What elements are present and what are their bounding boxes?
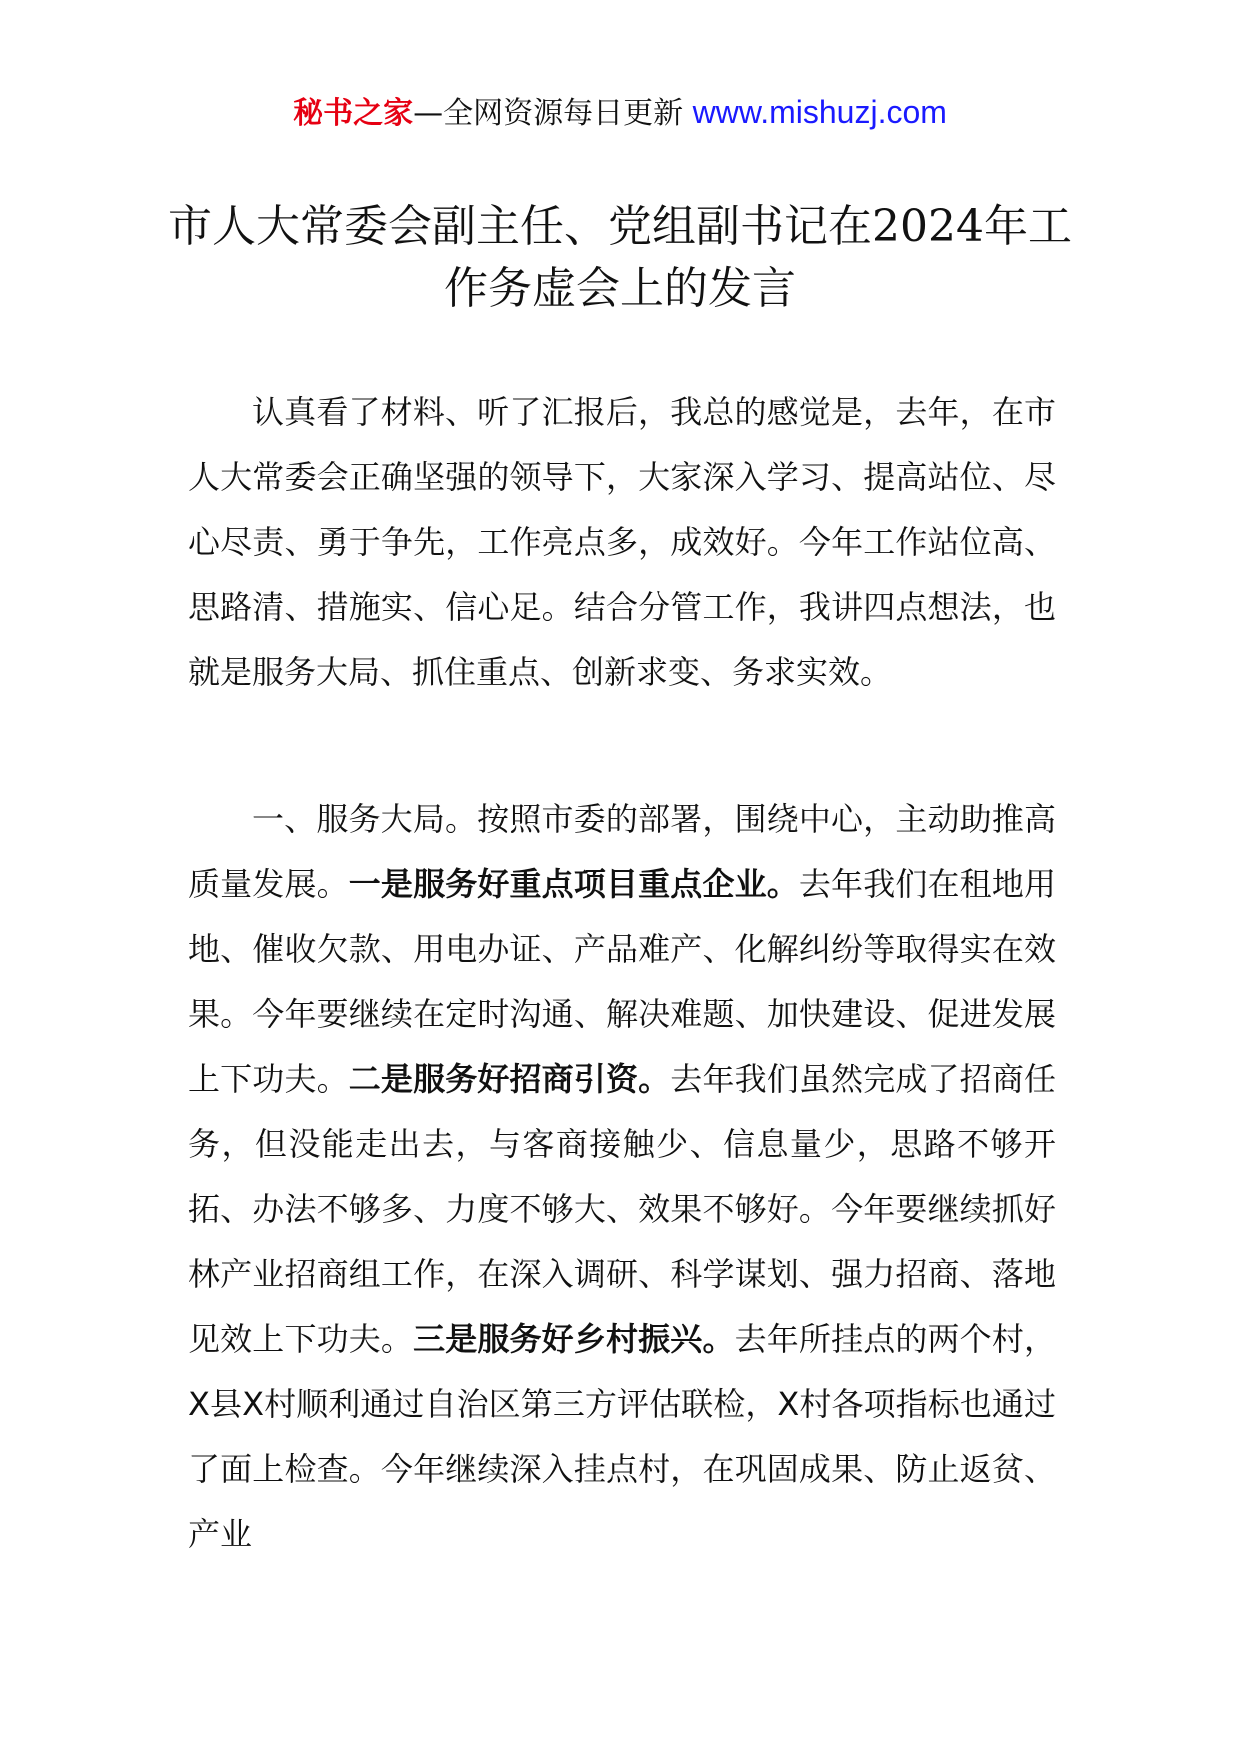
site-brand: 秘书之家 <box>293 96 414 131</box>
paragraph-2 <box>188 787 1056 1567</box>
p2-heading-1: 一是服务好重点项目重点企业。 <box>348 865 799 903</box>
site-slogan: —全网资源每日更新 <box>413 96 684 131</box>
title-part-1: 市人大常委会副主任、党组副书记在 <box>168 201 872 252</box>
title-year: 2024 <box>872 201 984 252</box>
document-title <box>150 196 1090 320</box>
site-header <box>0 92 1240 134</box>
p2-text-2: 去年我们虽然完成了招商任务，但没能走出去，与客商接触少、信息量少，思路不够开拓、办法不够多、力度不够大、效果不够好。今年要继续抓好林产业招商组工作，在深入调研、科学谋划、强力招商、落地见效上下功夫。 <box>188 1060 1056 1358</box>
title-part-2: 年工作务虚会上的发言 <box>444 201 1072 314</box>
p2-heading-2: 二是服务好招商引资。 <box>348 1060 671 1098</box>
p2-lead: 一、服务大局。按照市委的部署，围绕中心，主动助推高质量发展。 <box>188 800 1056 903</box>
site-url-link[interactable]: www.mishuzj.com <box>692 94 947 130</box>
p2-text-1: 去年我们在租地用地、催收欠款、用电办证、产品难产、化解纠纷等取得实在效果。今年要继续在定时沟通、解决难题、加快建设、促进发展上下功夫。 <box>188 865 1056 1098</box>
p2-text-3: 去年所挂点的两个村，X县X村顺利通过自治区第三方评估联检，X村各项指标也通过了面上检查。今年继续深入挂点村，在巩固成果、防止返贫、产业 <box>188 1320 1056 1553</box>
p2-heading-3: 三是服务好乡村振兴。 <box>413 1320 735 1358</box>
paragraph-1: 认真看了材料、听了汇报后，我总的感觉是，去年，在市人大常委会正确坚强的领导下，大家深入学习、提高站位、尽心尽责、勇于争先，工作亮点多，成效好。今年工作站位高、思路清、措施实、信心足。结合分管工作，我讲四点想法，也就是服务大局、抓住重点、创新求变、务求实效。 <box>188 393 1056 691</box>
